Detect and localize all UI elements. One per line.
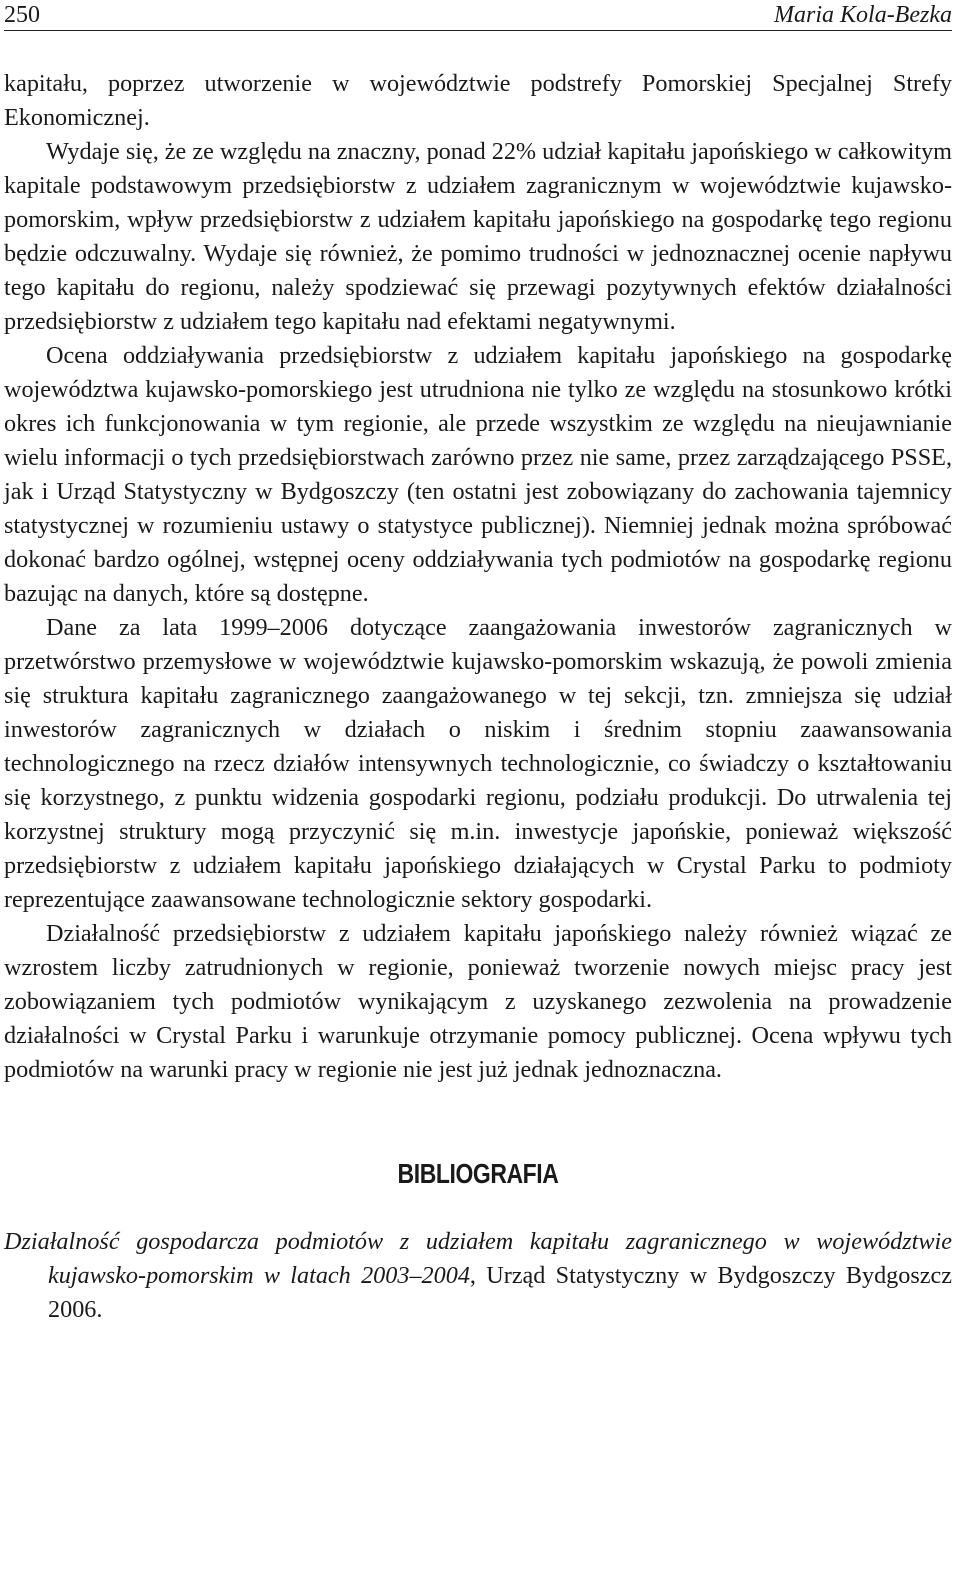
body-text — [4, 67, 952, 1087]
paragraph: Wydaje się, że ze względu na znaczny, ponad 22% udział kapitału japońskiego w całkowitym kapitale podstawowym przedsiębiorstw z udziałem zagranicznym w województwie kujawsko-pomorskim, wpływ przedsiębiorstw z udziałem kapitału japońskiego na gospodarkę tego regionu będzie odczuwalny. Wydaje się również, że pomimo trudności w jednoznacznej ocenie napływu tego kapitału do regionu, należy spodziewać się przewagi pozytywnych efektów działalności przedsiębiorstw z udziałem tego kapitału nad efektami negatywnymi. — [4, 138, 952, 335]
paragraph: kapitału, poprzez utworzenie w województwie podstrefy Pomorskiej Specjalnej Strefy Ekonomicznej. — [4, 70, 952, 131]
paragraph: Dane za lata 1999–2006 dotyczące zaangażowania inwestorów zagranicznych w przetwórstwo przemysłowe w województwie kujawsko-pomorskim wskazują, że powoli zmienia się struktura kapitału zagranicznego zaangażowanego w tej sekcji, tzn. zmniejsza się udział inwestorów zagranicznych w działach o niskim i średnim stopniu zaawansowania technologicznego na rzecz działów intensywnych technologicznie, co świadczy o kształtowaniu się korzystnego, z punktu widzenia gospodarki regionu, podziału produkcji. Do utrwalenia tej korzystnej struktury mogą przyczynić się m.in. inwestycje japońskie, ponieważ większość przedsiębiorstw z udziałem kapitału japońskiego działających w Crystal Parku to podmioty reprezentujące zaawansowane technologicznie sektory gospodarki. — [4, 614, 952, 913]
running-header — [4, 0, 952, 31]
bibliography-entry-title: Działalność gospodarcza podmiotów z udziałem kapitału zagranicznego w województwie kujawsko-pomorskim w latach 2003–2004 — [4, 1228, 952, 1289]
document-page — [4, 0, 952, 1327]
paragraph: Działalność przedsiębiorstw z udziałem kapitału japońskiego należy również wiązać ze wzrostem liczby zatrudnionych w regionie, ponieważ tworzenie nowych miejsc pracy jest zobowiązaniem tych podmiotów wynikającym z uzyskanego zezwolenia na prowadzenie działalności w Crystal Parku i warunkuje otrzymanie pomocy publicznej. Ocena wpływu tych podmiotów na warunki pracy w regionie nie jest już jednak jednoznaczna. — [4, 920, 952, 1083]
running-head-author: Maria Kola-Bezka — [774, 2, 952, 28]
paragraph: Ocena oddziaływania przedsiębiorstw z udziałem kapitału japońskiego na gospodarkę województwa kujawsko-pomorskiego jest utrudniona nie tylko ze względu na stosunkowo krótki okres ich funkcjonowania w tym regionie, ale przede wszystkim ze względu na nieujawnianie wielu informacji o tych przedsiębiorstwach zarówno przez nie same, przez zarządzającego PSSE, jak i Urząd Statystyczny w Bydgoszczy (ten ostatni jest zobowiązany do zachowania tajemnicy statystycznej w rozumieniu ustawy o statystyce publicznej). Niemniej jednak można spróbować dokonać bardzo ogólnej, wstępnej oceny oddziaływania tych podmiotów na gospodarkę regionu bazując na danych, które są dostępne. — [4, 342, 952, 607]
bibliography-entry — [4, 1225, 952, 1327]
bibliography-entry-publisher: , Urząd Statystyczny w Bydgoszczy Bydgoszcz 2006. — [48, 1262, 952, 1323]
bibliography-heading: BIBLIOGRAFIA — [397, 1158, 559, 1189]
page-number: 250 — [4, 2, 40, 28]
